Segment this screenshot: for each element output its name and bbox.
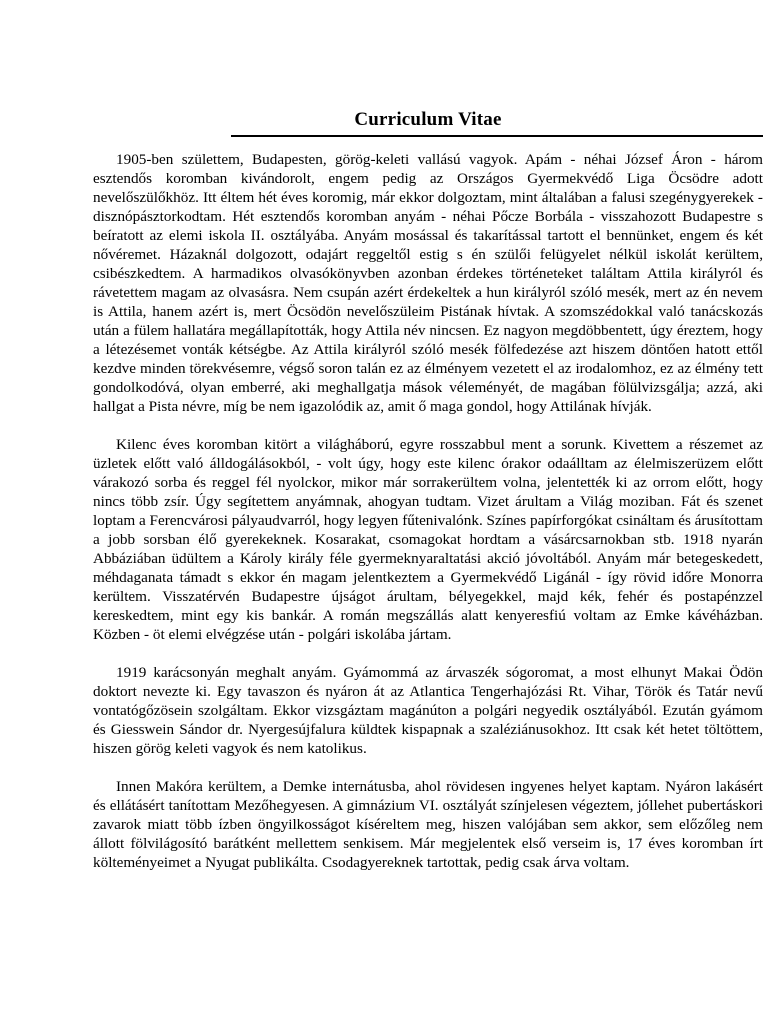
paragraph-1: 1905-ben születtem, Budapesten, görög-keleti vallású vagyok. Apám - néhai József Áron - három esztendős koromban kivándorolt, engem pedig az Országos Gyermekvédő Liga Öcsödre adott nevelőszülőkhöz. Itt éltem hét éves koromig, már ekkor dolgoztam, mint általában a falusi szegénygyerekek - disznópásztorkodtam. Hét esztendős koromban anyám - néhai Pőcze Borbála - visszahozott Budapestre s beíratott az elemi iskola II. osztályába. Anyám mosással és takarítással tartott el bennünket, engem és két nővéremet. Házaknál dolgozott, odajárt reggeltől estig s én szülői felügyelet nélkül iskolát kerültem, csibészkedtem. A harmadikos olvasókönyvben azonban érdekes történeteket találtam Attila királyról és rávetettem magam az olvasásra. Nem csupán azért érdekeltek a hun királyról szóló mesék, mert az én nevem is Attila, hanem azért is, mert Öcsödön nevelőszüleim Pistának hívtak. A szomszédokkal való tanácskozás után a fülem hallatára megállapították, hogy Attila név nincsen. Ez nagyon megdöbbentett, úgy éreztem, hogy a létezésemet vonták kétségbe. Az Attila királyról szóló mesék fölfedezése azt hiszem döntően hatott ettől kezdve minden törekvésemre, végső soron talán ez az élményem vezetett el az irodalomhoz, ez az élmény tett gondolkodóvá, olyan emberré, aki meghallgatja mások véleményét, de magában fölülvizsgálja; azzá, aki hallgat a Pista névre, míg be nem igazolódik az, amit ő maga gondol, hogy Attilának hívják. [93,151,763,415]
title-underline [231,135,763,137]
document-body [93,150,763,891]
paragraph-2: Kilenc éves koromban kitört a világháború, egyre rosszabbul ment a sorunk. Kivettem a részemet az üzletek előtt való álldogálásokból, - volt úgy, hogy este kilenc órakor odaálltam az élelmiszerüzem előtt várakozó sorba és reggel fél nyolckor, mikor már sorrakerültem volna, jelentették ki az orrom előtt, hogy nincs több zsír. Úgy segítettem anyámnak, ahogyan tudtam. Vizet árultam a Világ moziban. Fát és szenet loptam a Ferencvárosi pályaudvarról, hogy legyen fűtenivalónk. Színes papírforgókat csináltam és árusítottam a jobb sorsban élő gyerekeknek. Kosarakat, csomagokat hordtam a vásárcsarnokban stb. 1918 nyarán Abbáziában üdültem a Károly király féle gyermeknyaraltatási akció jóvoltából. Anyám már betegeskedett, méhdaganata támadt s ekkor én magam jelentkeztem a Gyermekvédő Ligánál - így rövid időre Monorra kerültem. Visszatérvén Budapestre újságot árultam, bélyegekkel, majd kék, fehér és postapénzzel kereskedtem, mint egy kis bankár. A román megszállás alatt kenyeresfiú voltam az Emke kávéházban. Közben - öt elemi elvégzése után - polgári iskolába jártam. [93,436,763,643]
document-title: Curriculum Vitae [354,109,502,130]
paragraph-3: 1919 karácsonyán meghalt anyám. Gyámommá az árvaszék sógoromat, a most elhunyt Makai Ödön doktort nevezte ki. Egy tavaszon és nyáron át az Atlantica Tengerhajózási Rt. Vihar, Török és Tatár nevű vontatógőzösein szolgáltam. Ekkor vizsgáztam magánúton a polgári negyedik osztályából. Ezután gyámom és Giesswein Sándor dr. Nyergesújfalura küldtek kispapnak a szaléziánusokhoz. Itt csak két hetet töltöttem, hiszen görög keleti vagyok és nem katolikus. [93,664,763,757]
paragraph-4: Innen Makóra kerültem, a Demke internátusba, ahol rövidesen ingyenes helyet kaptam. Nyáron lakásért és ellátásért tanítottam Mezőhegyesen. A gimnázium VI. osztályát színjelesen végeztem, jóllehet pubertáskori zavarok miatt több ízben öngyilkosságot kíséreltem meg, hiszen valójában sem akkor, sem előzőleg nem állott fölvilágosító barátként mellettem senkisem. Már megjelentek első verseim is, 17 éves koromban írt költeményeimet a Nyugat publikálta. Csodagyereknek tartottak, pedig csak árva voltam. [93,778,763,871]
